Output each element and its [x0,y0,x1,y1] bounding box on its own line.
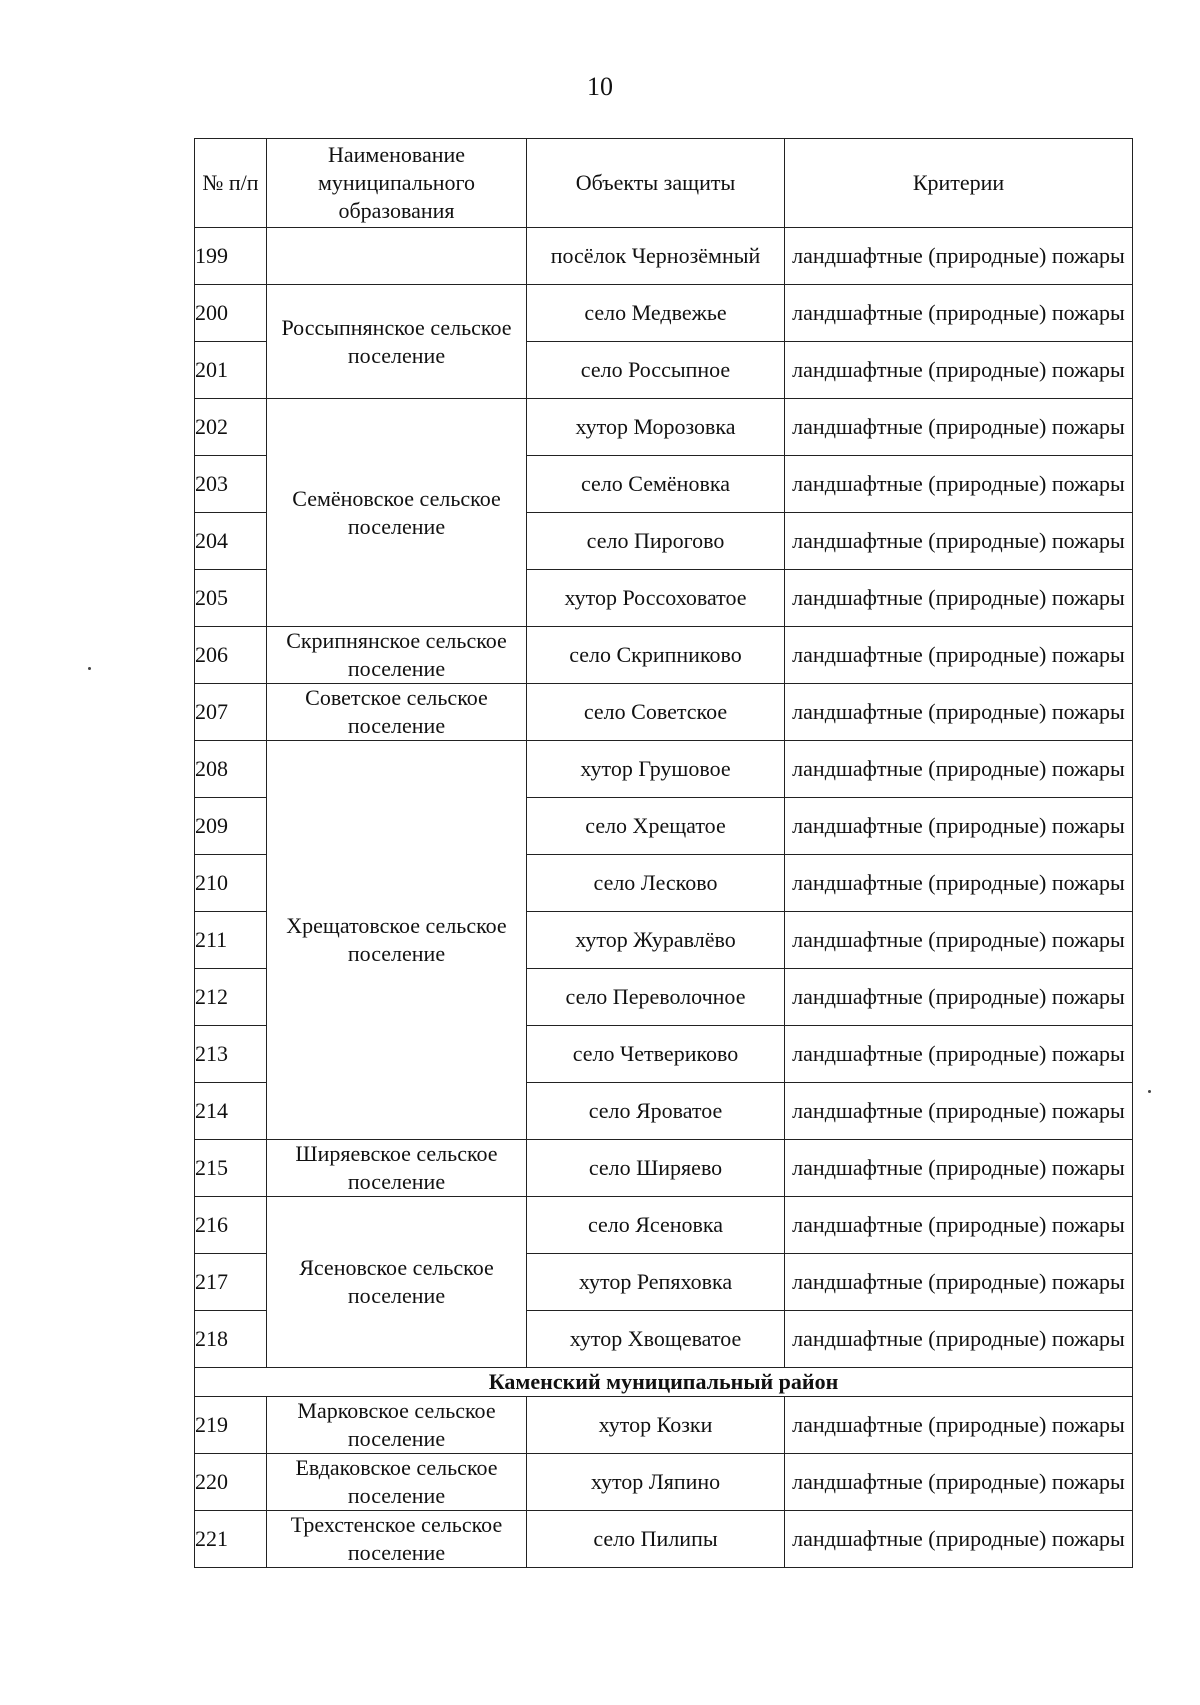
table-row [195,627,1133,684]
criteria-cell: ландшафтные (природные) пожары [785,228,1133,285]
object-cell: село Советское [527,684,785,741]
criteria-cell: ландшафтные (природные) пожары [785,456,1133,513]
municipality-cell: Евдаковское сельское поселение [267,1454,527,1511]
object-cell: село Переволочное [527,969,785,1026]
object-cell: посёлок Чернозёмный [527,228,785,285]
page-number: 10 [587,72,613,101]
table-row [195,741,1133,798]
criteria-cell: ландшафтные (природные) пожары [785,342,1133,399]
municipality-cell: Россыпнянское сельское поселение [267,285,527,399]
criteria-cell: ландшафтные (природные) пожары [785,1140,1133,1197]
municipality-cell: Скрипнянское сельское поселение [267,627,527,684]
criteria-cell: ландшафтные (природные) пожары [785,570,1133,627]
row-number: 203 [195,456,267,513]
row-number: 205 [195,570,267,627]
criteria-cell: ландшафтные (природные) пожары [785,1026,1133,1083]
object-cell: село Пирогово [527,513,785,570]
criteria-cell: ландшафтные (природные) пожары [785,741,1133,798]
object-cell: хутор Грушовое [527,741,785,798]
section-title: Каменский муниципальный район [195,1368,1133,1397]
municipality-cell: Ширяевское сельское поселение [267,1140,527,1197]
criteria-cell: ландшафтные (природные) пожары [785,1454,1133,1511]
criteria-cell: ландшафтные (природные) пожары [785,969,1133,1026]
object-cell: село Ясеновка [527,1197,785,1254]
row-number: 215 [195,1140,267,1197]
criteria-cell: ландшафтные (природные) пожары [785,1511,1133,1568]
criteria-cell: ландшафтные (природные) пожары [785,1254,1133,1311]
table-row [195,1140,1133,1197]
object-cell: село Четвериково [527,1026,785,1083]
object-cell: хутор Россоховатое [527,570,785,627]
row-number: 206 [195,627,267,684]
municipality-cell: Марковское сельское поселение [267,1397,527,1454]
object-cell: хутор Ляпино [527,1454,785,1511]
header-municipality: Наименование муниципального образования [267,139,527,228]
criteria-cell: ландшафтные (природные) пожары [785,1311,1133,1368]
header-row [195,139,1133,228]
header-num: № п/п [195,139,267,228]
section-row [195,1368,1133,1397]
municipality-cell: Ясеновское сельское поселение [267,1197,527,1368]
row-number: 220 [195,1454,267,1511]
criteria-cell: ландшафтные (природные) пожары [785,399,1133,456]
row-number: 209 [195,798,267,855]
row-number: 201 [195,342,267,399]
municipality-cell: Семёновское сельское поселение [267,399,527,627]
object-cell: село Россыпное [527,342,785,399]
object-cell: село Скрипниково [527,627,785,684]
scan-speck [88,667,91,670]
criteria-cell: ландшафтные (природные) пожары [785,285,1133,342]
scan-speck [1148,1090,1151,1093]
table-row [195,1397,1133,1454]
row-number: 208 [195,741,267,798]
criteria-cell: ландшафтные (природные) пожары [785,798,1133,855]
row-number: 202 [195,399,267,456]
row-number: 199 [195,228,267,285]
row-number: 221 [195,1511,267,1568]
row-number: 212 [195,969,267,1026]
table-row [195,1511,1133,1568]
row-number: 200 [195,285,267,342]
object-cell: село Семёновка [527,456,785,513]
criteria-cell: ландшафтные (природные) пожары [785,912,1133,969]
row-number: 213 [195,1026,267,1083]
object-cell: хутор Хвощеватое [527,1311,785,1368]
table-row [195,228,1133,285]
row-number: 207 [195,684,267,741]
municipality-cell: Хрещатовское сельское поселение [267,741,527,1140]
row-number: 218 [195,1311,267,1368]
table-row [195,684,1133,741]
row-number: 204 [195,513,267,570]
municipality-cell: Трехстенское сельское поселение [267,1511,527,1568]
municipality-cell-empty [267,228,527,285]
row-number: 210 [195,855,267,912]
row-number: 219 [195,1397,267,1454]
row-number: 217 [195,1254,267,1311]
criteria-cell: ландшафтные (природные) пожары [785,855,1133,912]
object-cell: село Медвежье [527,285,785,342]
table-row [195,285,1133,342]
object-cell: село Яроватое [527,1083,785,1140]
table-row [195,1454,1133,1511]
criteria-cell: ландшафтные (природные) пожары [785,513,1133,570]
row-number: 211 [195,912,267,969]
header-criteria: Критерии [785,139,1133,228]
object-cell: хутор Морозовка [527,399,785,456]
header-objects: Объекты защиты [527,139,785,228]
criteria-cell: ландшафтные (природные) пожары [785,1197,1133,1254]
object-cell: хутор Репяховка [527,1254,785,1311]
criteria-cell: ландшафтные (природные) пожары [785,1083,1133,1140]
criteria-cell: ландшафтные (природные) пожары [785,627,1133,684]
object-cell: село Лесково [527,855,785,912]
municipality-cell: Советское сельское поселение [267,684,527,741]
table-row [195,1197,1133,1254]
table-row [195,399,1133,456]
object-cell: хутор Журавлёво [527,912,785,969]
criteria-cell: ландшафтные (природные) пожары [785,684,1133,741]
row-number: 216 [195,1197,267,1254]
object-cell: село Пилипы [527,1511,785,1568]
protection-objects-table [194,138,1133,1568]
object-cell: село Ширяево [527,1140,785,1197]
criteria-cell: ландшафтные (природные) пожары [785,1397,1133,1454]
object-cell: село Хрещатое [527,798,785,855]
row-number: 214 [195,1083,267,1140]
object-cell: хутор Козки [527,1397,785,1454]
